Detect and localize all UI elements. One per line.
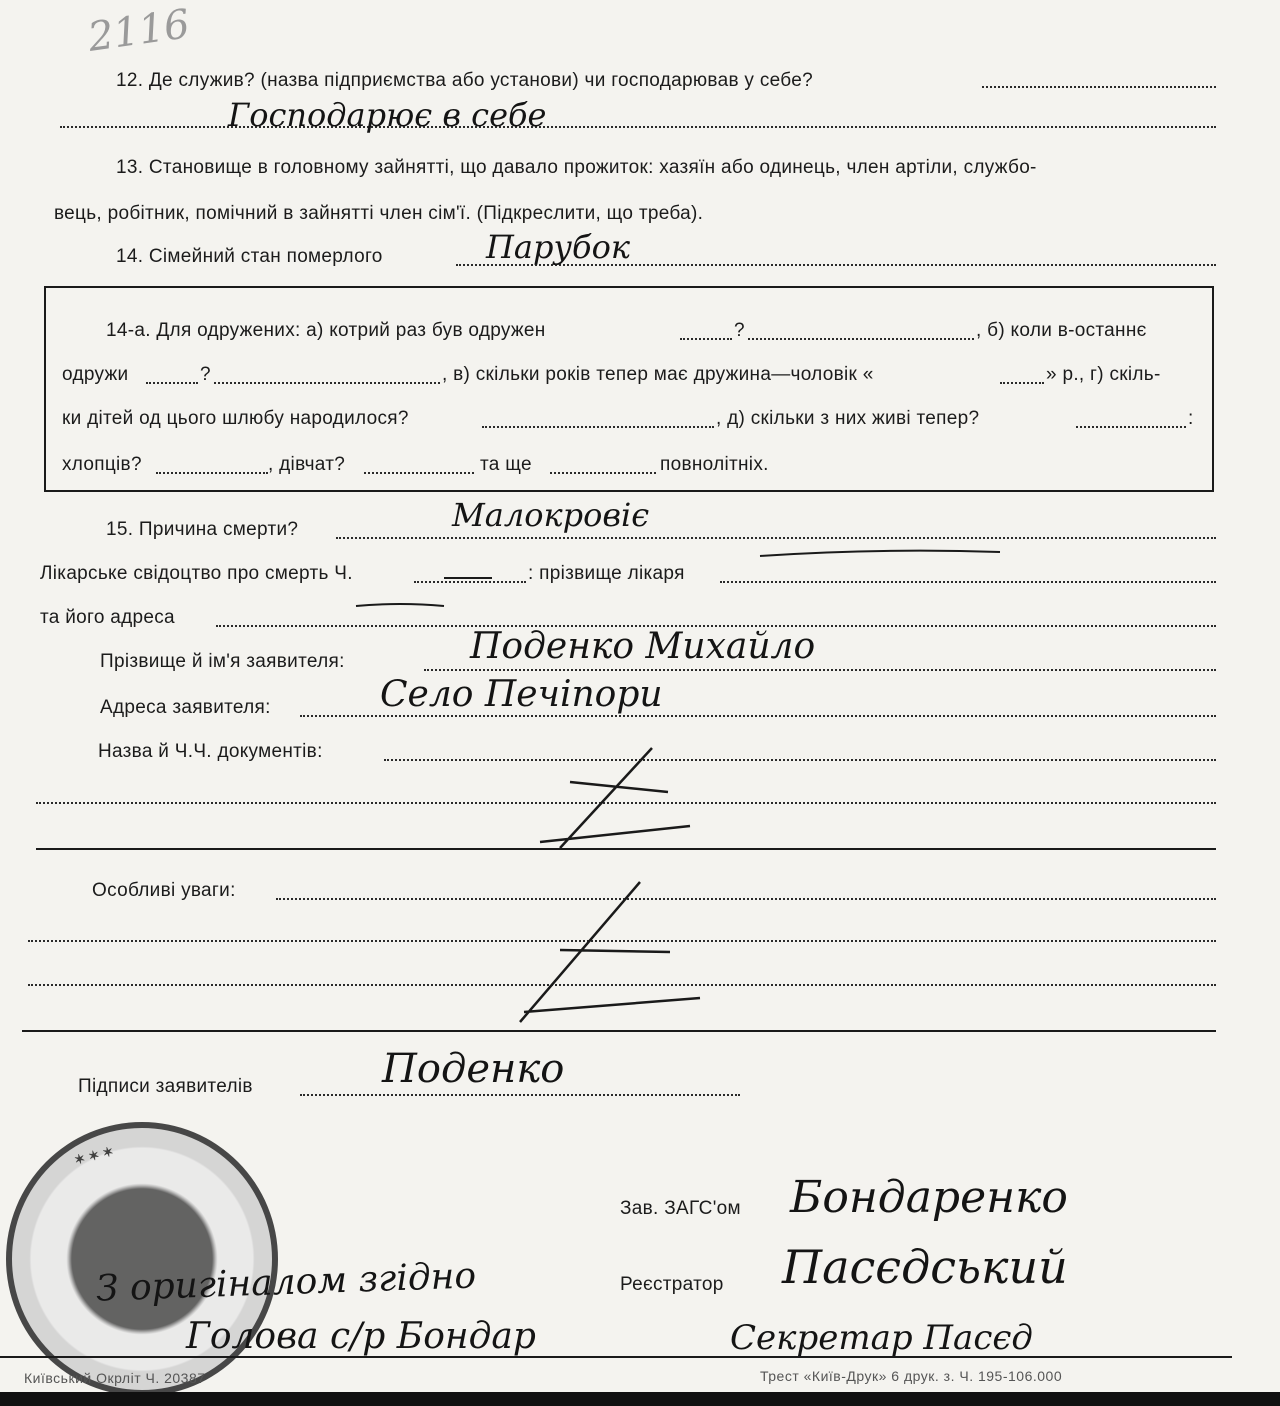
doctor-address-label: та його адреса: [40, 607, 175, 628]
q14a-line3-c: :: [1188, 408, 1194, 429]
registrar-label: Реєстратор: [620, 1274, 724, 1295]
documents-blank-stroke: [540, 748, 690, 848]
q14a-line4-a: хлопців?: [62, 454, 142, 475]
certification-note-line2: Голова с/р Бондар: [186, 1316, 536, 1357]
address-blank-stroke: [356, 604, 444, 606]
applicant-address-value: Село Печіпори: [380, 674, 663, 715]
q13-line2: вець, робітник, помічний в зайнятті член сім'ї. (Підкреслити, що треба).: [54, 203, 704, 224]
q14a-line4-d: повнолітніх.: [660, 454, 769, 475]
medical-label: Лікарське свідоцтво про смерть Ч.: [40, 563, 353, 584]
applicant-name-label: Прізвище й ім'я заявителя:: [100, 651, 345, 672]
q12-label: 12. Де служив? (назва підприємства або установи) чи господарював у себе?: [116, 70, 813, 91]
official-seal: ✶ ✶ ✶: [6, 1122, 278, 1396]
documents-label: Назва й Ч.Ч. документів:: [98, 741, 323, 762]
certification-rule: [0, 1356, 1232, 1358]
q12-answer: Господарює в себе: [228, 96, 547, 134]
q14a-line3-a: ки дітей од цього шлюбу народилося?: [62, 408, 409, 429]
applicant-signature-label: Підписи заявителів: [78, 1076, 253, 1097]
archive-number: 2116: [85, 1, 193, 61]
q14a-line1-a: 14-а. Для одружених: а) котрий раз був одружен: [106, 320, 546, 341]
scan-edge: [0, 1392, 1280, 1406]
q14-label: 14. Сімейний стан померлого: [116, 246, 383, 267]
notes-blank-stroke: [520, 882, 700, 1022]
applicant-signature: Поденко: [382, 1046, 565, 1092]
registrar-signature: Пасєдський: [782, 1240, 1068, 1294]
certification-note-line1: З оригіналом згідно: [95, 1255, 477, 1310]
notes-label: Особливі уваги:: [92, 880, 236, 901]
q15-label: 15. Причина смерти?: [106, 519, 299, 540]
q13-line1: 13. Становище в головному зайнятті, що давало прожиток: хазяїн або одинець, член артіли, службо-: [116, 157, 1037, 178]
q14a-line2-a: одружи: [62, 364, 129, 385]
applicant-name-value: Поденко Михайло: [470, 626, 816, 667]
q14-answer: Парубок: [486, 228, 630, 266]
q14a-line1-q: ?: [734, 320, 745, 341]
doctor-blank-stroke: [760, 551, 1000, 556]
q14a-line1-b: , б) коли в-останнє: [976, 320, 1147, 341]
applicant-signature-line: [300, 1094, 740, 1096]
q14a-line3-b: , д) скільки з них живі тепер?: [716, 408, 980, 429]
q14a-line2-c: » р., г) скіль-: [1046, 364, 1161, 385]
applicant-address-label: Адреса заявителя:: [100, 697, 271, 718]
q14a-line4-c: та ще: [480, 454, 532, 475]
q15-answer: Малокровіє: [452, 496, 650, 534]
q14a-line2-b: , в) скільки років тепер має дружина—чоловік «: [442, 364, 874, 385]
q14a-line2-q: ?: [200, 364, 211, 385]
footer-printer-right: Трест «Київ-Друк» 6 друк. з. Ч. 195-106.000: [760, 1368, 1063, 1384]
footer-printer-left: Київський Окрліт Ч. 20387: [24, 1370, 206, 1386]
head-label: Зав. ЗАГС'ом: [620, 1198, 741, 1219]
q14a-line4-b: , дівчат?: [268, 454, 346, 475]
doctor-label: : прізвище лікаря: [528, 563, 685, 584]
head-signature: Бондаренко: [790, 1172, 1068, 1223]
certification-note-line3: Секретар Пасєд: [730, 1318, 1033, 1358]
